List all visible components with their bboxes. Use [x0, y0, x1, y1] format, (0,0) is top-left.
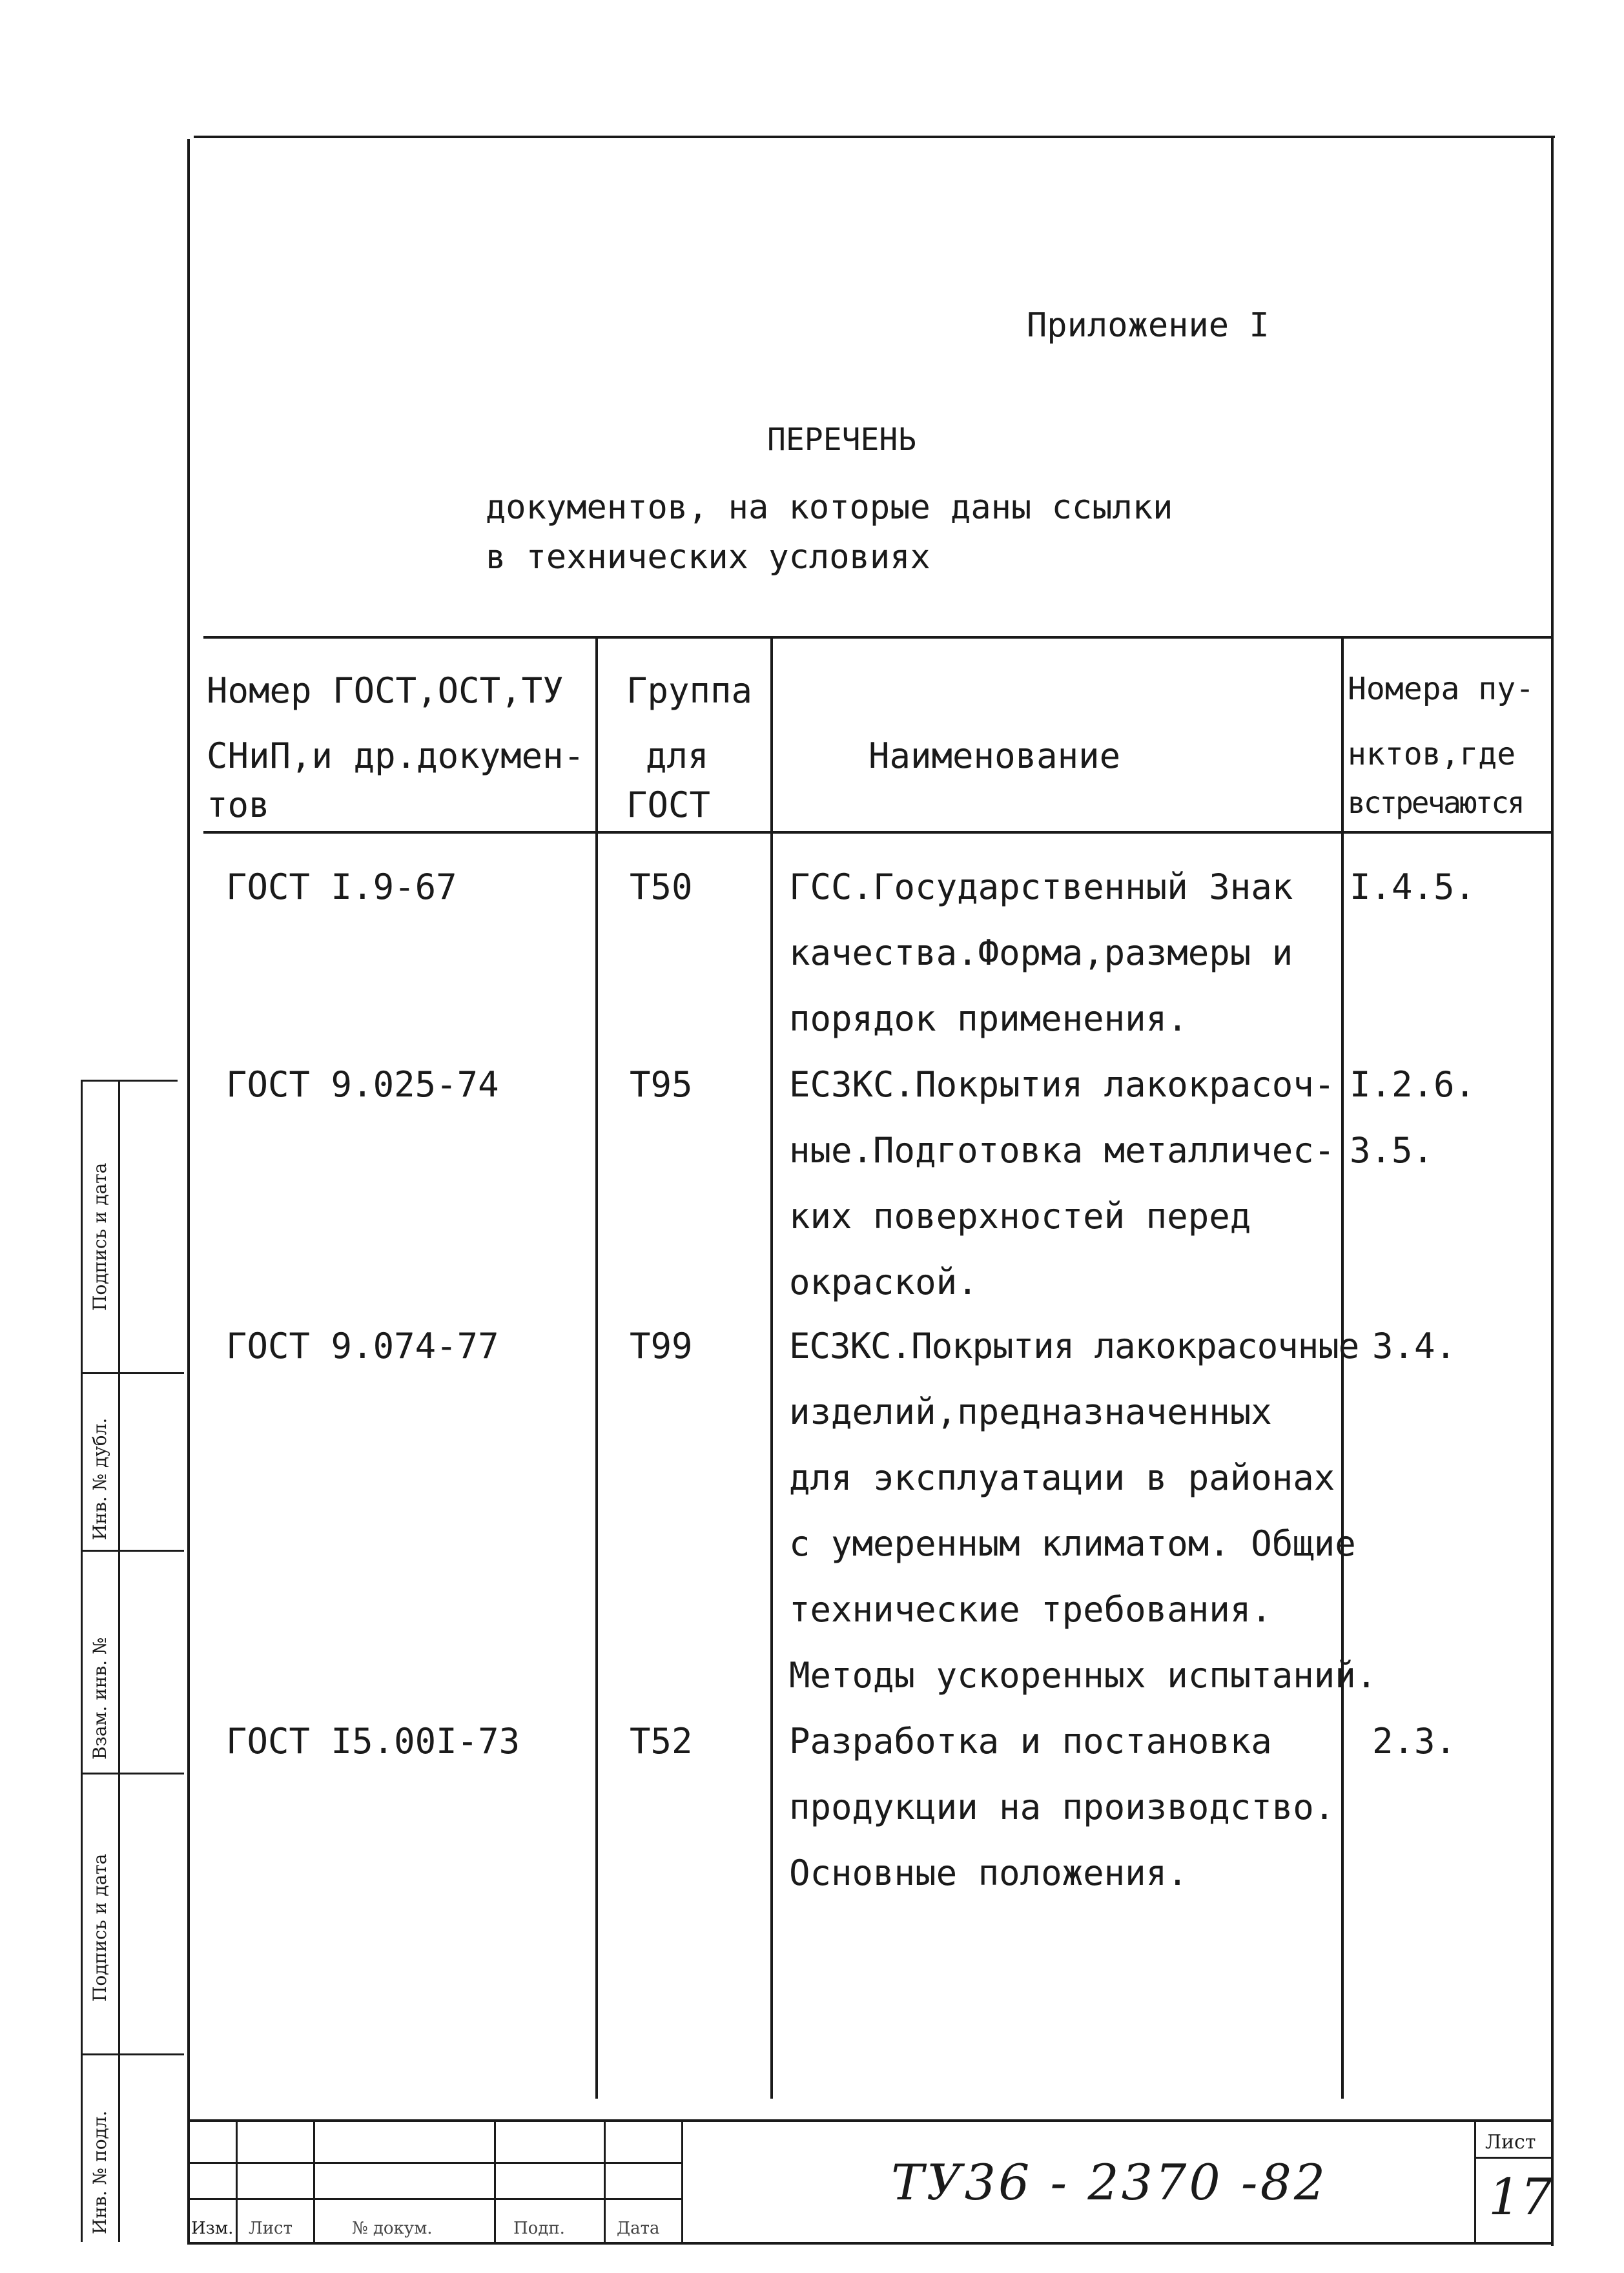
group-code: Т50	[630, 867, 693, 907]
name-line: ких поверхностей перед	[789, 1196, 1251, 1237]
stamp-label-doc-number: № докум.	[352, 2219, 433, 2238]
group-code: Т52	[630, 1721, 693, 1762]
sheet-number: 17	[1488, 2168, 1553, 2227]
stamp-col-line	[236, 2119, 238, 2242]
name-line: порядок применения.	[789, 998, 1188, 1039]
frame-left-border	[187, 139, 190, 2244]
side-label-original-inv-number: Инв. № подл.	[89, 2110, 110, 2234]
subtitle-line-1: документов, на которые даны ссылки	[486, 488, 1173, 527]
stamp-sheet-row-line	[1474, 2157, 1553, 2159]
column-header-line: ГОСТ	[626, 785, 711, 825]
side-strip-divider	[81, 2053, 184, 2055]
side-strip-divider	[81, 1080, 178, 1082]
side-strip-divider	[81, 1773, 184, 1774]
stamp-top-border	[190, 2119, 1554, 2122]
points-value: 2.3.	[1372, 1721, 1457, 1762]
column-header-line: Номера пу-	[1348, 671, 1534, 707]
document-designation: ТУ36 - 2370 -82	[891, 2154, 1328, 2211]
name-line: ные.Подготовка металличес-	[789, 1130, 1335, 1171]
column-divider-1	[595, 636, 598, 2099]
table-top-border	[203, 636, 1553, 639]
points-value: I.2.6.	[1350, 1064, 1476, 1105]
name-line: технические требования.	[789, 1589, 1272, 1630]
name-line: ЕСЗКС.Покрытия лакокрасочные	[789, 1326, 1359, 1366]
group-code: Т95	[630, 1064, 693, 1105]
name-line: изделий,предназначенных	[789, 1392, 1272, 1432]
stamp-row-line	[190, 2198, 683, 2200]
name-line: Методы ускоренных испытаний.	[789, 1655, 1377, 1696]
name-line: с умеренным климатом. Общие	[789, 1523, 1356, 1564]
points-value: 3.4.	[1372, 1326, 1457, 1366]
stamp-label-change: Изм.	[191, 2219, 234, 2238]
points-value: 3.5.	[1350, 1130, 1434, 1171]
stamp-label-sheet: Лист	[249, 2219, 293, 2238]
stamp-col-line	[604, 2119, 606, 2242]
side-label-dup-inv-number: Инв. № дубл.	[89, 1417, 110, 1540]
side-label-signature-date-top: Подпись и дата	[89, 1162, 110, 1311]
name-line: продукции на производство.	[789, 1787, 1335, 1827]
column-header-line: нктов,где	[1348, 736, 1516, 772]
doc-number: ГОСТ 9.074-77	[226, 1326, 499, 1366]
column-divider-2	[770, 636, 773, 2099]
column-header-line: СНиП,и др.докумен-	[207, 735, 585, 776]
frame-top-border	[194, 136, 1555, 138]
side-label-signature-date-bottom: Подпись и дата	[89, 1853, 110, 2002]
column-header-line: Наименование	[869, 735, 1121, 776]
sheet-label: Лист	[1485, 2131, 1536, 2154]
doc-number: ГОСТ I.9-67	[226, 867, 457, 907]
group-code: Т99	[630, 1326, 693, 1366]
side-strip-divider	[81, 1550, 184, 1552]
stamp-col-line	[494, 2119, 496, 2242]
stamp-row-line	[190, 2162, 683, 2164]
name-line: ГСС.Государственный Знак	[789, 867, 1293, 907]
name-line: для эксплуатации в районах	[789, 1457, 1335, 1498]
column-header-line: тов	[207, 785, 270, 825]
stamp-col-line	[313, 2119, 315, 2242]
name-line: ЕСЗКС.Покрытия лакокрасоч-	[789, 1064, 1335, 1105]
column-header-line: для	[646, 735, 709, 776]
side-label-replaced-inv-number: Взам. инв. №	[89, 1637, 110, 1760]
name-line: окраской.	[789, 1262, 978, 1302]
subtitle-line-2: в технических условиях	[486, 538, 930, 577]
document-title: ПЕРЕЧЕНЬ	[767, 422, 917, 458]
side-strip-outer-border	[81, 1080, 83, 2242]
column-header-line: встречаются	[1348, 785, 1523, 820]
name-line: качества.Форма,размеры и	[789, 932, 1293, 973]
stamp-label-date: Дата	[617, 2219, 660, 2238]
column-header-line: Группа	[626, 670, 753, 711]
appendix-label: Приложение I	[1027, 306, 1269, 345]
doc-number: ГОСТ 9.025-74	[226, 1064, 499, 1105]
table-header-separator	[203, 831, 1553, 834]
frame-bottom-border	[187, 2242, 1554, 2245]
name-line: Разработка и постановка	[789, 1721, 1272, 1762]
side-strip-divider	[81, 1372, 184, 1374]
name-line: Основные положения.	[789, 1853, 1188, 1893]
column-header-line: Номер ГОСТ,ОСТ,ТУ	[207, 670, 564, 711]
stamp-sheet-col-line	[1474, 2119, 1476, 2242]
points-value: I.4.5.	[1350, 867, 1476, 907]
column-divider-3	[1341, 636, 1344, 2099]
frame-right-border	[1551, 136, 1554, 2246]
doc-number: ГОСТ I5.00I-73	[226, 1721, 520, 1762]
stamp-col-line	[681, 2119, 683, 2242]
stamp-label-signature: Подп.	[513, 2219, 565, 2238]
side-strip-inner-border	[118, 1080, 120, 2242]
